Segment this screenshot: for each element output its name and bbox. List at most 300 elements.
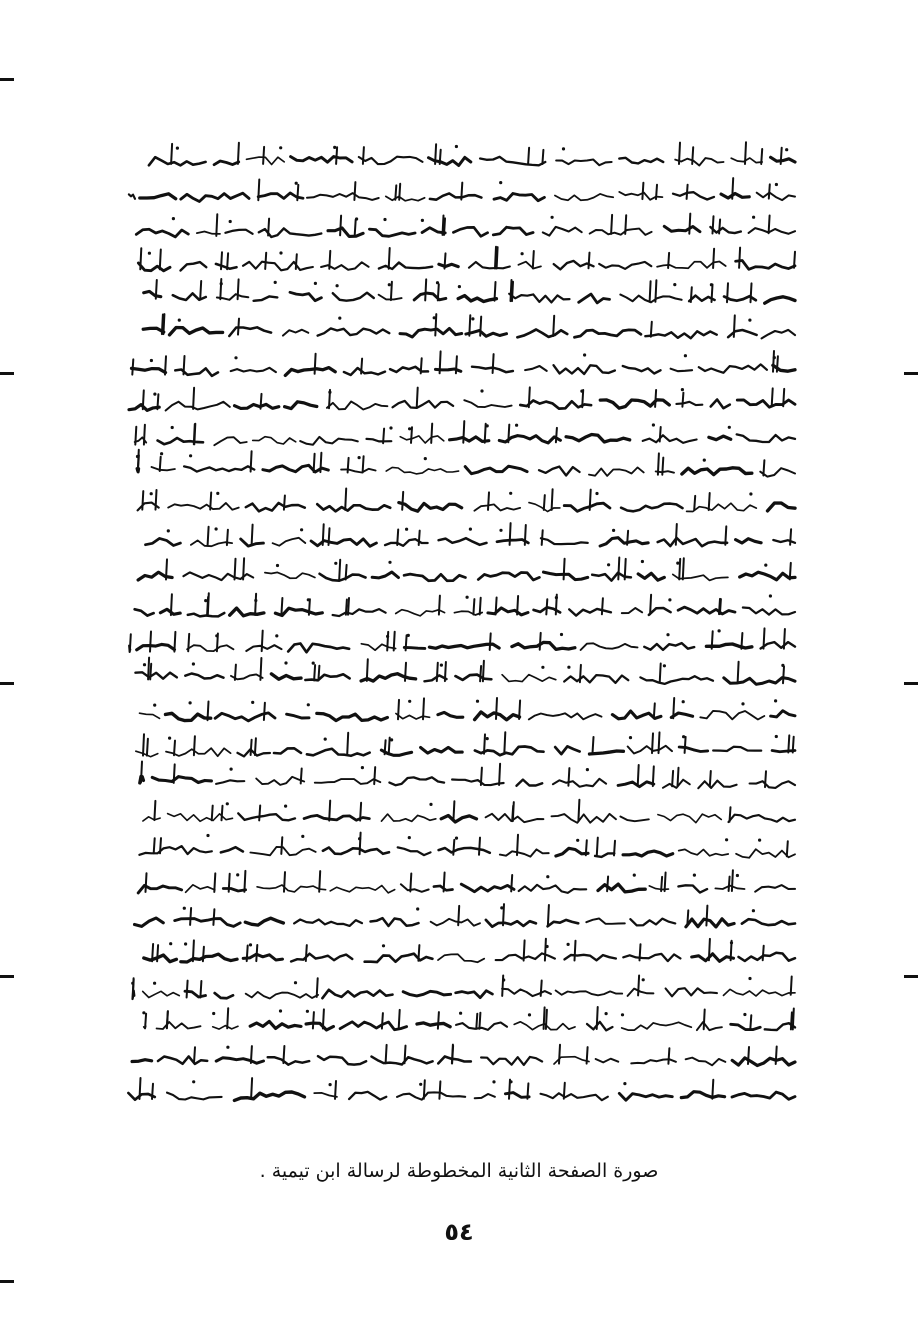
handwritten-dot — [476, 700, 479, 703]
handwritten-dot — [781, 664, 784, 667]
manuscript-line — [136, 450, 795, 477]
handwritten-stroke — [386, 1045, 387, 1063]
handwritten-stroke — [658, 453, 659, 474]
handwritten-stroke — [496, 698, 497, 719]
handwritten-stroke — [784, 629, 785, 649]
handwritten-stroke — [212, 806, 213, 821]
handwritten-word — [697, 1022, 722, 1030]
handwritten-dot — [749, 492, 752, 495]
handwritten-word — [619, 158, 663, 164]
handwritten-word — [257, 885, 326, 892]
handwritten-stroke — [499, 764, 500, 785]
handwritten-stroke — [552, 489, 553, 510]
handwritten-stroke — [679, 143, 680, 164]
handwritten-word — [140, 713, 160, 718]
handwritten-stroke — [210, 493, 211, 510]
handwritten-word — [736, 261, 795, 270]
handwritten-word — [548, 920, 579, 926]
handwritten-stroke — [314, 454, 315, 472]
handwritten-word — [497, 540, 528, 543]
margin-mark — [904, 372, 918, 375]
handwritten-stroke — [495, 282, 496, 301]
handwritten-word — [673, 192, 714, 199]
handwritten-word — [393, 401, 454, 408]
handwritten-stroke — [238, 279, 239, 299]
handwritten-word — [512, 642, 575, 649]
handwritten-word — [372, 1057, 433, 1065]
manuscript-line — [142, 1007, 795, 1030]
handwritten-stroke — [227, 1008, 228, 1028]
handwritten-stroke — [751, 283, 752, 302]
handwritten-stroke — [694, 496, 695, 510]
handwritten-word — [372, 572, 398, 578]
handwritten-word — [330, 886, 395, 893]
handwritten-dot — [192, 1080, 195, 1083]
handwritten-dot — [623, 1082, 626, 1085]
handwritten-stroke — [479, 838, 480, 855]
handwritten-dot — [436, 281, 439, 284]
handwritten-stroke — [517, 835, 518, 855]
handwritten-word — [678, 607, 735, 614]
manuscript-image — [120, 140, 800, 1130]
handwritten-stroke — [142, 491, 143, 510]
handwritten-word — [486, 814, 544, 822]
handwritten-stroke — [659, 732, 660, 753]
handwritten-dot — [736, 874, 739, 877]
manuscript-line — [138, 489, 795, 512]
handwritten-word — [598, 884, 645, 892]
handwritten-stroke — [435, 144, 436, 164]
handwritten-stroke — [676, 524, 677, 545]
handwritten-word — [158, 1056, 207, 1064]
handwritten-stroke — [160, 457, 161, 471]
handwritten-stroke — [730, 807, 731, 822]
manuscript-line — [135, 593, 795, 616]
handwritten-stroke — [235, 665, 236, 680]
handwritten-dot — [328, 391, 331, 394]
handwritten-stroke — [787, 841, 788, 856]
handwritten-stroke — [689, 214, 690, 234]
handwritten-stroke — [791, 1012, 792, 1029]
handwritten-stroke — [793, 737, 794, 753]
handwritten-dot — [131, 982, 134, 985]
handwritten-stroke — [445, 253, 446, 268]
handwritten-dot — [405, 528, 408, 531]
handwritten-word — [247, 157, 285, 164]
handwritten-word — [221, 847, 243, 852]
handwritten-stroke — [654, 703, 655, 718]
handwritten-dot — [212, 1012, 215, 1015]
handwritten-word — [575, 330, 641, 337]
handwritten-dot — [220, 282, 223, 285]
handwritten-word — [271, 674, 301, 679]
handwritten-stroke — [443, 216, 444, 235]
handwritten-stroke — [745, 142, 746, 164]
handwritten-stroke — [662, 458, 663, 475]
handwritten-stroke — [157, 945, 158, 961]
handwritten-word — [214, 161, 239, 165]
manuscript-line — [129, 387, 795, 410]
handwritten-word — [421, 747, 463, 753]
handwritten-stroke — [682, 393, 683, 407]
handwritten-stroke — [642, 183, 643, 199]
handwritten-word — [230, 608, 264, 616]
handwritten-stroke — [143, 390, 144, 409]
handwritten-dot — [673, 283, 676, 286]
handwritten-word — [250, 847, 315, 855]
handwritten-stroke — [346, 600, 347, 615]
handwritten-stroke — [704, 1010, 705, 1030]
handwritten-stroke — [564, 559, 565, 580]
handwritten-word — [500, 849, 549, 856]
handwritten-word — [369, 229, 415, 236]
handwritten-stroke — [227, 253, 228, 269]
handwritten-word — [158, 438, 203, 444]
handwritten-dot — [546, 945, 549, 948]
handwritten-word — [587, 1022, 613, 1031]
handwritten-word — [658, 814, 721, 823]
handwritten-word — [630, 919, 675, 926]
manuscript-line — [129, 628, 795, 652]
handwritten-word — [623, 954, 680, 961]
handwritten-stroke — [564, 1083, 565, 1099]
handwritten-stroke — [763, 460, 764, 475]
handwritten-stroke — [235, 559, 236, 580]
handwritten-stroke — [640, 944, 641, 960]
handwritten-stroke — [160, 838, 161, 853]
handwritten-stroke — [355, 220, 356, 236]
handwritten-stroke — [438, 1012, 439, 1029]
handwritten-dot — [421, 219, 424, 222]
handwritten-stroke — [444, 873, 445, 892]
handwritten-dot — [215, 634, 218, 637]
handwritten-word — [644, 643, 694, 650]
handwritten-word — [215, 713, 275, 721]
handwritten-dot — [143, 663, 146, 666]
handwritten-stroke — [318, 666, 319, 681]
handwritten-word — [379, 263, 432, 270]
handwritten-word — [234, 1092, 304, 1100]
handwritten-word — [529, 713, 602, 719]
handwritten-stroke — [544, 495, 545, 510]
handwritten-stroke — [320, 453, 321, 472]
handwritten-stroke — [627, 531, 628, 545]
handwritten-stroke — [777, 356, 778, 371]
handwritten-word — [397, 1092, 465, 1099]
handwritten-stroke — [424, 1080, 425, 1099]
handwritten-word — [340, 1022, 407, 1030]
handwritten-word — [441, 816, 476, 823]
manuscript-line — [136, 214, 795, 237]
handwritten-stroke — [193, 940, 194, 961]
handwritten-word — [265, 572, 315, 578]
handwritten-word — [565, 955, 616, 961]
handwritten-word — [458, 296, 496, 302]
handwritten-word — [371, 918, 419, 926]
handwritten-word — [622, 608, 642, 613]
handwritten-stroke — [174, 741, 175, 756]
handwritten-word — [307, 193, 379, 200]
handwritten-word — [439, 538, 487, 545]
margin-mark — [0, 1280, 14, 1283]
handwritten-word — [166, 713, 211, 720]
handwritten-word — [322, 990, 392, 998]
handwritten-stroke — [586, 840, 587, 855]
handwritten-stroke — [194, 736, 195, 755]
handwritten-word — [175, 919, 241, 927]
manuscript-line — [138, 247, 795, 271]
handwritten-dot — [629, 736, 632, 739]
handwritten-stroke — [783, 389, 784, 406]
handwritten-word — [129, 194, 135, 198]
handwritten-stroke — [458, 906, 459, 925]
handwritten-word — [439, 848, 490, 853]
handwritten-word — [140, 194, 176, 199]
handwritten-word — [438, 1057, 471, 1064]
handwritten-stroke — [406, 635, 407, 650]
handwritten-stroke — [602, 598, 603, 614]
handwritten-stroke — [578, 800, 579, 822]
handwritten-dot — [728, 426, 731, 429]
handwritten-stroke — [398, 700, 399, 719]
margin-mark — [0, 682, 14, 685]
handwritten-stroke — [553, 316, 554, 336]
handwritten-word — [216, 780, 244, 784]
handwritten-word — [137, 644, 175, 649]
handwritten-word — [318, 1056, 366, 1064]
handwritten-dot — [500, 906, 503, 909]
handwritten-word — [144, 291, 161, 296]
handwritten-stroke — [556, 428, 557, 442]
handwritten-dot — [681, 388, 684, 391]
handwritten-word — [306, 1023, 333, 1030]
handwritten-word — [709, 436, 731, 440]
handwritten-dot — [502, 978, 505, 981]
handwritten-word — [579, 294, 610, 303]
handwritten-word — [135, 672, 177, 678]
handwritten-dot — [583, 353, 586, 356]
handwritten-stroke — [729, 877, 730, 891]
handwritten-stroke — [262, 631, 263, 652]
handwritten-word — [300, 437, 358, 445]
handwritten-word — [318, 328, 390, 335]
handwritten-stroke — [652, 733, 653, 753]
handwritten-word — [344, 368, 385, 375]
handwritten-stroke — [221, 252, 222, 269]
handwritten-stroke — [141, 762, 142, 783]
handwritten-dot — [562, 147, 565, 150]
handwritten-word — [564, 503, 610, 511]
handwritten-dot — [355, 217, 358, 220]
handwritten-stroke — [496, 598, 497, 615]
handwritten-dot — [612, 529, 615, 532]
handwritten-word — [556, 991, 623, 996]
handwritten-word — [217, 294, 248, 300]
handwritten-stroke — [439, 596, 440, 615]
handwritten-stroke — [193, 388, 194, 409]
handwritten-stroke — [252, 525, 253, 546]
handwritten-stroke — [710, 771, 711, 787]
handwritten-word — [175, 368, 218, 376]
handwritten-dot — [419, 1083, 422, 1086]
handwritten-dot — [509, 1080, 512, 1083]
handwritten-word — [136, 229, 188, 237]
handwritten-stroke — [655, 280, 656, 302]
handwritten-word — [317, 713, 388, 720]
handwritten-dot — [693, 874, 696, 877]
handwritten-stroke — [306, 945, 307, 961]
handwritten-dot — [567, 943, 570, 946]
handwritten-stroke — [781, 148, 782, 164]
handwritten-stroke — [463, 421, 464, 443]
handwritten-dot — [408, 427, 411, 430]
handwritten-stroke — [405, 663, 406, 681]
handwritten-word — [645, 331, 716, 338]
handwritten-stroke — [672, 771, 673, 786]
handwritten-stroke — [485, 424, 486, 443]
handwritten-stroke — [184, 356, 185, 374]
handwritten-word — [569, 609, 611, 616]
handwritten-word — [452, 780, 504, 786]
handwritten-stroke — [590, 490, 591, 510]
handwritten-word — [742, 919, 795, 925]
handwritten-stroke — [542, 150, 543, 164]
handwritten-stroke — [394, 632, 395, 651]
handwritten-dot — [748, 319, 751, 322]
handwritten-word — [250, 1021, 301, 1028]
handwritten-word — [349, 1092, 386, 1100]
handwritten-stroke — [347, 733, 348, 755]
handwritten-dot — [249, 943, 252, 946]
handwritten-word — [649, 608, 671, 615]
handwritten-stroke — [133, 978, 134, 998]
handwritten-dot — [492, 1080, 495, 1083]
handwritten-stroke — [732, 178, 733, 199]
handwritten-dot — [254, 599, 257, 602]
handwritten-stroke — [402, 492, 403, 510]
handwritten-word — [396, 610, 445, 616]
handwritten-word — [740, 572, 795, 580]
handwritten-word — [623, 851, 673, 856]
handwritten-word — [771, 157, 795, 162]
handwritten-word — [736, 539, 762, 543]
handwritten-word — [181, 193, 249, 201]
handwritten-stroke — [597, 838, 598, 856]
handwritten-stroke — [156, 280, 157, 299]
handwritten-stroke — [437, 663, 438, 681]
handwritten-stroke — [160, 250, 161, 270]
margin-mark — [904, 682, 918, 685]
handwritten-word — [314, 1093, 337, 1097]
handwritten-word — [152, 467, 175, 470]
handwritten-dot — [192, 662, 195, 665]
handwritten-stroke — [524, 940, 525, 960]
handwritten-dot — [433, 316, 436, 319]
handwritten-word — [243, 262, 313, 271]
handwritten-dot — [424, 457, 427, 460]
manuscript-line — [135, 904, 796, 927]
handwritten-dot — [307, 598, 310, 601]
handwritten-stroke — [208, 527, 209, 545]
manuscript-line — [135, 658, 795, 685]
handwritten-stroke — [625, 215, 626, 234]
page-number: ٥٤ — [444, 1218, 474, 1246]
handwritten-dot — [294, 981, 297, 984]
handwritten-dot — [469, 528, 472, 531]
handwritten-stroke — [399, 1010, 400, 1029]
handwritten-word — [359, 157, 423, 164]
handwritten-stroke — [618, 558, 619, 580]
handwritten-dot — [769, 594, 772, 597]
handwritten-dot — [150, 492, 153, 495]
handwritten-stroke — [314, 665, 315, 680]
handwritten-word — [461, 884, 514, 892]
handwritten-word — [245, 918, 283, 925]
handwritten-dot — [748, 977, 751, 980]
handwritten-word — [149, 157, 206, 165]
handwritten-word — [144, 955, 177, 962]
handwritten-stroke — [213, 909, 214, 925]
handwritten-word — [623, 366, 661, 374]
handwritten-dot — [466, 596, 469, 599]
handwritten-word — [671, 713, 692, 717]
handwritten-stroke — [545, 939, 546, 961]
handwritten-stroke — [135, 427, 136, 445]
handwritten-stroke — [147, 739, 148, 756]
handwritten-stroke — [461, 183, 462, 200]
handwritten-word — [466, 331, 507, 337]
handwritten-stroke — [650, 281, 651, 302]
handwritten-stroke — [483, 661, 484, 682]
handwritten-dot — [752, 909, 755, 912]
handwritten-stroke — [329, 801, 330, 821]
handwritten-stroke — [452, 1045, 453, 1064]
handwritten-dot — [306, 1010, 309, 1013]
handwritten-stroke — [389, 738, 390, 755]
handwritten-dot — [407, 634, 410, 637]
handwritten-stroke — [208, 702, 209, 721]
handwritten-stroke — [313, 1012, 314, 1028]
handwritten-stroke — [227, 530, 228, 545]
handwritten-stroke — [445, 662, 446, 681]
handwritten-dot — [580, 390, 583, 393]
handwritten-word — [400, 436, 444, 443]
handwritten-stroke — [440, 351, 441, 373]
handwritten-dot — [334, 562, 337, 565]
handwritten-dot — [230, 768, 233, 771]
handwritten-dot — [459, 1012, 462, 1015]
handwritten-word — [590, 751, 624, 754]
handwritten-stroke — [513, 802, 514, 821]
handwritten-dot — [206, 834, 209, 837]
handwritten-dot — [279, 146, 282, 149]
handwritten-stroke — [519, 701, 520, 720]
handwritten-dot — [284, 805, 287, 808]
handwritten-word — [253, 437, 296, 444]
handwritten-stroke — [360, 833, 361, 855]
handwritten-word — [554, 365, 615, 374]
handwritten-stroke — [772, 388, 773, 406]
margin-mark — [0, 372, 14, 375]
handwritten-dot — [509, 492, 512, 495]
handwritten-dot — [153, 982, 156, 985]
handwritten-stroke — [194, 424, 195, 444]
handwritten-dot — [189, 701, 192, 704]
handwritten-word — [620, 295, 681, 303]
handwritten-stroke — [692, 147, 693, 164]
handwritten-stroke — [748, 1047, 749, 1064]
handwritten-word — [273, 538, 306, 546]
